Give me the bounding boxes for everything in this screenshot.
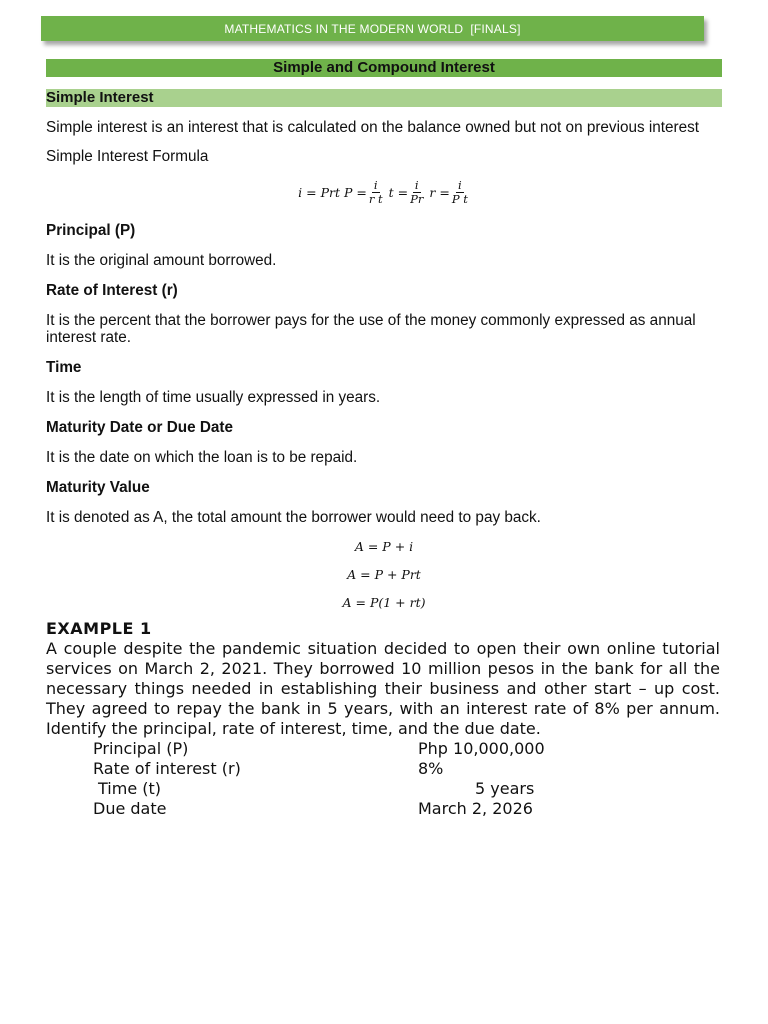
term-time: Time xyxy=(46,359,82,376)
answer-value: March 2, 2026 xyxy=(418,799,533,818)
term-maturity-value: Maturity Value xyxy=(46,479,150,496)
answer-label: Principal (P) xyxy=(93,739,189,758)
answer-value: 8% xyxy=(418,759,444,778)
maturity-formula-1: A = P + i xyxy=(354,538,414,554)
term-time-definition: It is the length of time usually expressed in years. xyxy=(46,389,381,406)
answer-row-time xyxy=(46,779,720,799)
answer-label: Due date xyxy=(93,799,167,818)
example-title: EXAMPLE 1 xyxy=(46,619,152,638)
formula-time: t = $\frac{i}{Pr}$ xyxy=(388,177,424,206)
term-maturity-date-definition: It is the date on which the loan is to be repaid. xyxy=(46,449,358,466)
term-rate-definition: It is the percent that the borrower pays for the use of the money commonly expressed as annual interest rate. xyxy=(46,312,696,346)
term-maturity-date: Maturity Date or Due Date xyxy=(46,419,233,436)
example-section xyxy=(46,619,720,819)
term-rate-of-interest: Rate of Interest (r) xyxy=(46,282,178,299)
simple-interest-definition: Simple interest is an interest that is calculated on the balance owned but not on previous interest xyxy=(46,119,700,136)
formula-rate: r = $\frac{i}{\text{P t}}$ xyxy=(429,177,468,206)
answer-row-principal xyxy=(46,739,720,759)
document-header-banner xyxy=(41,16,704,41)
section-title: Simple Interest xyxy=(46,89,722,107)
example-problem-text: A couple despite the pandemic situation decided to open their own online tutorial services on March 2, 2021. They borrowed 10 million pesos in the bank for all the necessary things needed in establishing their business and other start – up cost. They agreed to repay the bank in 5 years, with an interest rate of 8% per annum. Identify the principal, rate of interest, time, and the due date. xyxy=(46,639,720,738)
term-maturity-value-definition: It is denoted as A, the total amount the borrower would need to pay back. xyxy=(46,509,541,526)
document-header-title: MATHEMATICS IN THE MODERN WORLD [FINALS] xyxy=(224,21,521,36)
answer-label: Rate of interest (r) xyxy=(93,759,241,778)
document-content xyxy=(46,59,722,610)
answer-row-due-date xyxy=(46,799,720,819)
answer-row-rate xyxy=(46,759,720,779)
simple-interest-formula xyxy=(46,175,722,209)
formula-interest: i = Prt xyxy=(298,184,340,200)
maturity-formula-2: A = P + Prt xyxy=(347,566,421,582)
topic-title: Simple and Compound Interest xyxy=(46,59,722,77)
formula-principal: P = $\frac{i}{\text{r t}}$ xyxy=(344,177,383,206)
term-principal: Principal (P) xyxy=(46,222,136,239)
answer-value: Php 10,000,000 xyxy=(418,739,545,758)
maturity-formula-3: A = P(1 + rt) xyxy=(342,594,426,610)
answer-label: Time (t) xyxy=(98,779,161,798)
term-principal-definition: It is the original amount borrowed. xyxy=(46,252,277,269)
formula-label: Simple Interest Formula xyxy=(46,148,209,165)
answer-value: 5 years xyxy=(475,779,535,798)
